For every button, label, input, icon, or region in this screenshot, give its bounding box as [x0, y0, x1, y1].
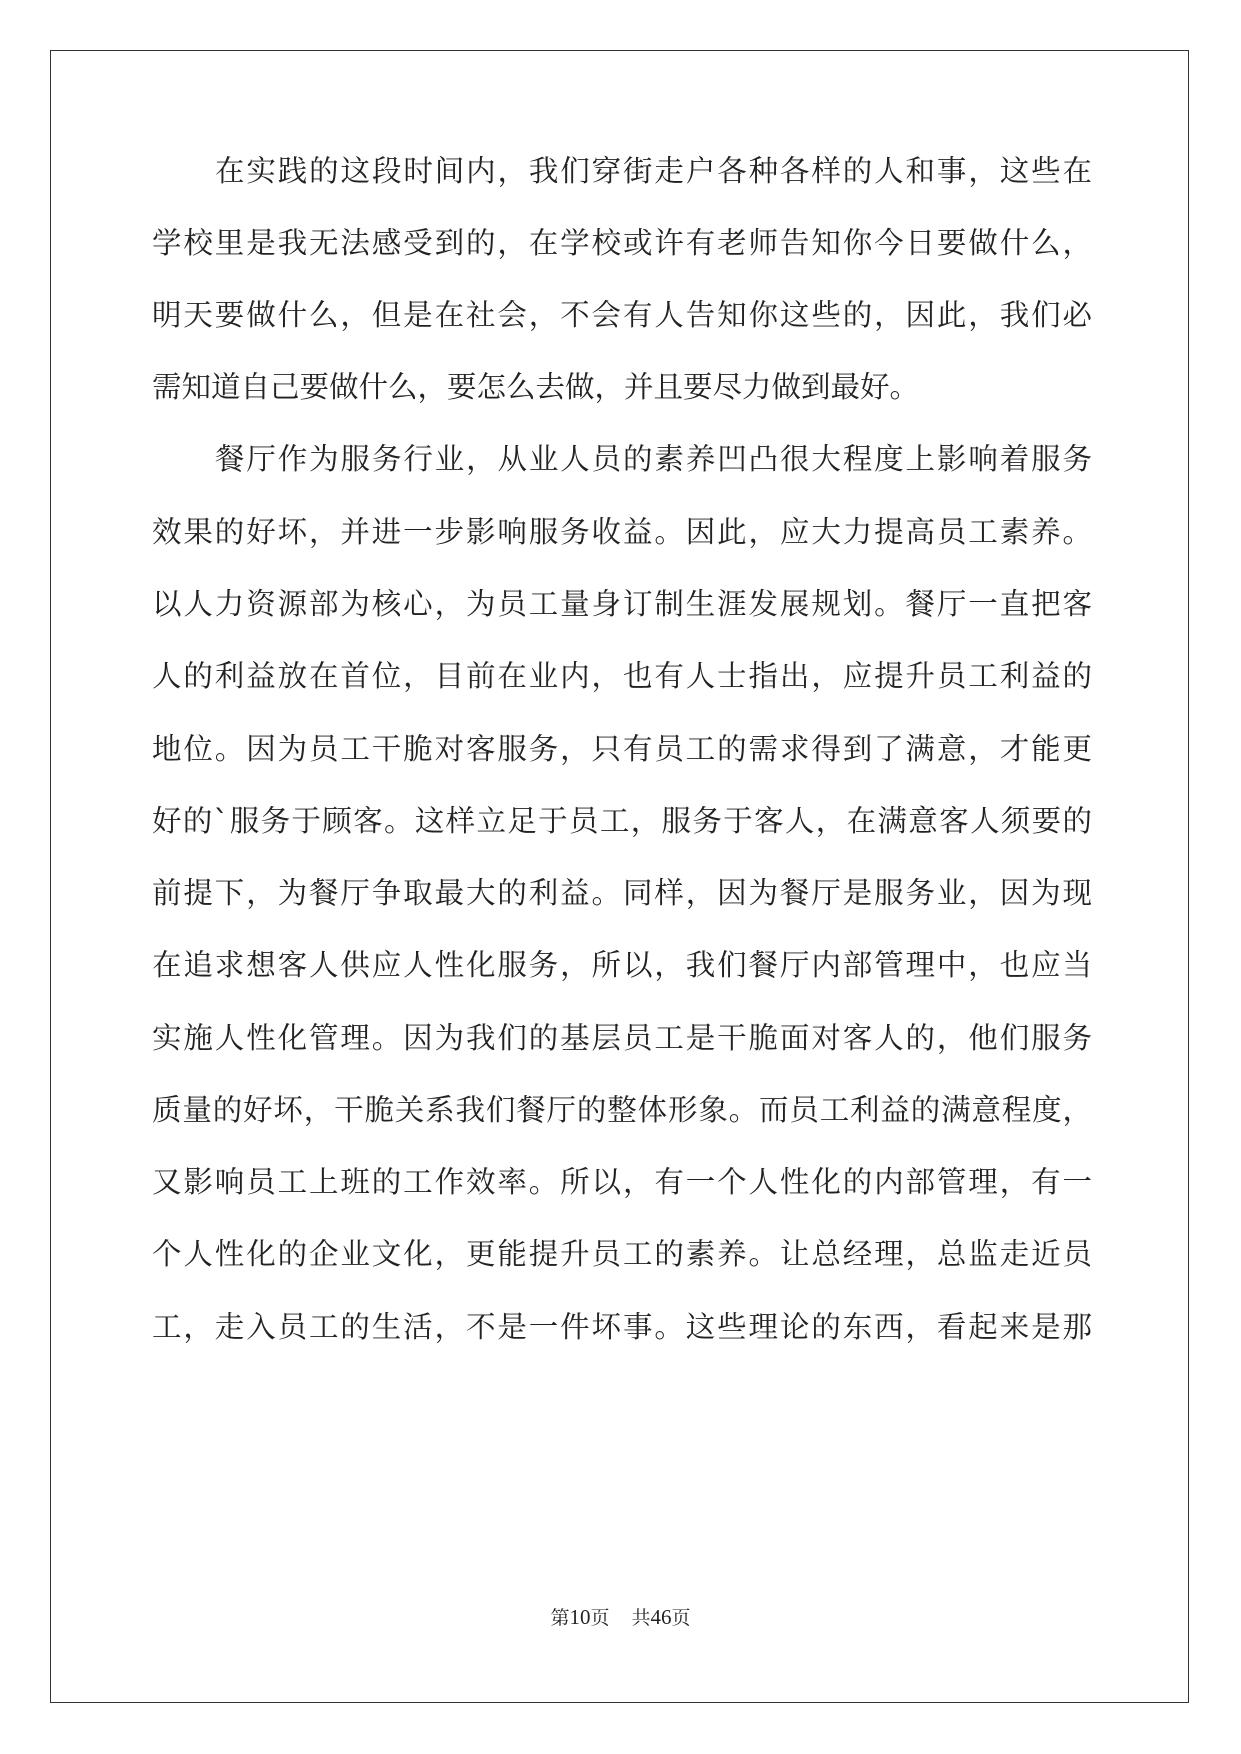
total-pages: 46 [650, 1605, 672, 1629]
text-line: 地位。因为员工干脆对客服务，只有员工的需求得到了满意，才能更 [152, 732, 1092, 766]
total-prefix: 共 [631, 1607, 651, 1629]
total-suffix: 页 [671, 1607, 691, 1629]
text-line: 个人性化的企业文化，更能提升员工的素养。让总经理，总监走近员 [152, 1237, 1092, 1271]
text-line: 明天要做什么，但是在社会，不会有人告知你这些的，因此，我们必 [152, 298, 1092, 332]
text-line: 工，走入员工的生活，不是一件坏事。这些理论的东西，看起来是那 [152, 1310, 1092, 1344]
text-line: 质量的好坏，干脆关系我们餐厅的整体形象。而员工利益的满意程度， [152, 1093, 1092, 1127]
text-line: 在追求想客人供应人性化服务，所以，我们餐厅内部管理中，也应当 [152, 948, 1092, 982]
text-line: 又影响员工上班的工作效率。所以，有一个人性化的内部管理，有一 [152, 1165, 1092, 1199]
text-line: 前提下，为餐厅争取最大的利益。同样，因为餐厅是服务业，因为现 [152, 876, 1092, 910]
text-line: 餐厅作为服务行业，从业人员的素养凹凸很大程度上影响着服务 [215, 442, 1092, 476]
page-prefix: 第 [550, 1607, 570, 1629]
page-suffix: 页 [590, 1607, 610, 1629]
text-line: 人的利益放在首位，目前在业内，也有人士指出，应提升员工利益的 [152, 659, 1092, 693]
text-line: 需知道自己要做什么，要怎么去做，并且要尽力做到最好。 [152, 370, 920, 404]
text-line: 好的`服务于顾客。这样立足于员工，服务于客人，在满意客人须要的 [152, 804, 1092, 838]
page-number: 10 [569, 1605, 591, 1629]
text-line: 学校里是我无法感受到的，在学校或许有老师告知你今日要做什么， [152, 226, 1092, 260]
text-line: 实施人性化管理。因为我们的基层员工是干脆面对客人的，他们服务 [152, 1021, 1092, 1055]
text-line: 以人力资源部为核心，为员工量身订制生涯发展规划。餐厅一直把客 [152, 587, 1092, 621]
text-line: 在实践的这段时间内，我们穿街走户各种各样的人和事，这些在 [215, 154, 1092, 188]
page-footer [0, 1605, 1241, 1630]
text-line: 效果的好坏，并进一步影响服务收益。因此，应大力提高员工素养。 [152, 515, 1092, 549]
